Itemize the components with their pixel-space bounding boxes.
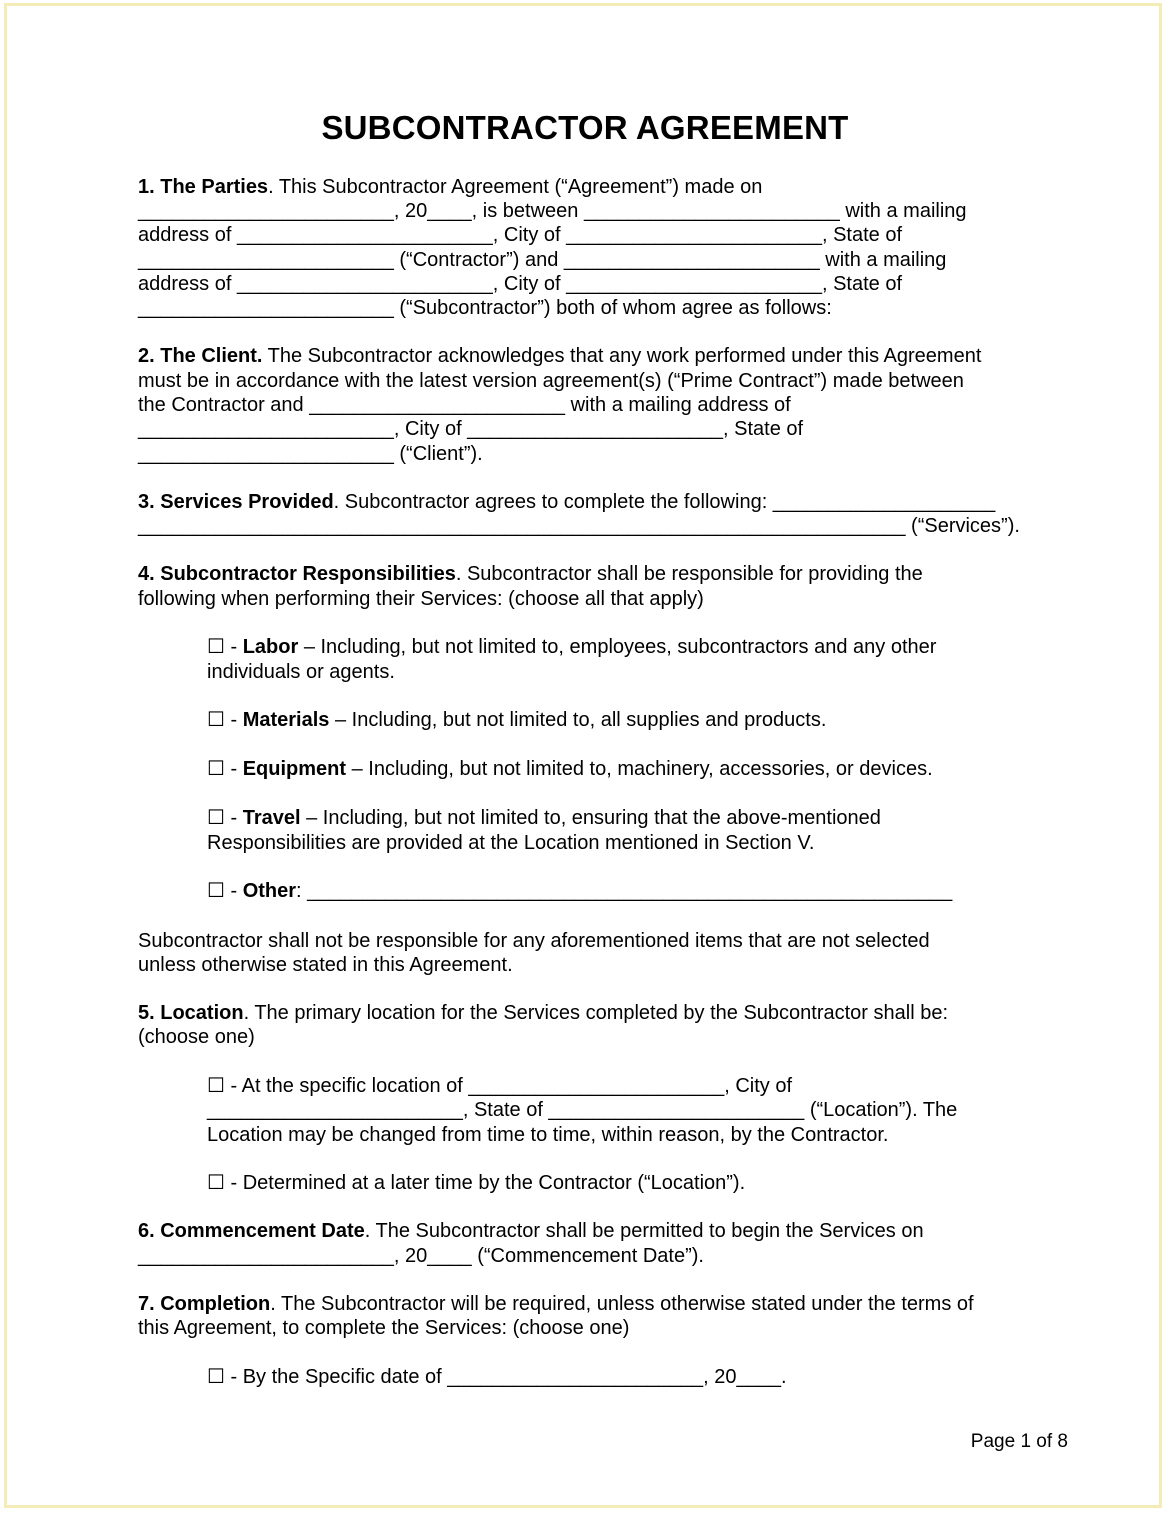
checkbox-icon[interactable]: ☐ -: [207, 636, 243, 658]
option-text: _______________________, State of _______________________ (“Location”). The: [207, 1099, 958, 1121]
checkbox-icon[interactable]: ☐ -: [207, 709, 243, 731]
page-number: Page 1 of 8: [970, 1431, 1068, 1452]
section-line: _______________________ (“Subcontractor”) both of whom agree as follows:: [138, 297, 832, 319]
checkbox-option-specific-date[interactable]: ☐ - By the Specific date of _______________________, 20____.: [207, 1366, 787, 1388]
section-note: Subcontractor shall not be responsible for any aforementioned items that are not selected: [138, 930, 930, 952]
section-text: . Subcontractor agrees to complete the following: ____________________: [333, 491, 996, 513]
section-note: unless otherwise stated in this Agreement.: [138, 954, 513, 976]
section-text: . The primary location for the Services completed by the Subcontractor shall be:: [243, 1002, 949, 1024]
option-text: individuals or agents.: [207, 661, 395, 683]
section-line: following when performing their Services: (choose all that apply): [138, 588, 704, 610]
section-text: The Subcontractor acknowledges that any work performed under this Agreement: [262, 345, 982, 367]
section-line: [138, 1219, 924, 1243]
section-heading: 4. Subcontractor Responsibilities: [138, 563, 456, 585]
section-line: address of _______________________, City of _______________________, State of: [138, 224, 903, 246]
section-line: _______________________, 20____ (“Commencement Date”).: [138, 1245, 704, 1267]
section-heading: 1. The Parties: [138, 176, 269, 198]
checkbox-option-other[interactable]: [207, 879, 952, 903]
section-heading: 3. Services Provided: [138, 491, 334, 513]
checkbox-option-materials[interactable]: [207, 708, 826, 732]
checkbox-icon[interactable]: ☐ -: [207, 880, 243, 902]
section-line: must be in accordance with the latest version agreement(s) (“Prime Contract”) made between: [138, 370, 964, 392]
checkbox-icon[interactable]: ☐ -: [207, 807, 243, 829]
option-text: – Including, but not limited to, employees, subcontractors and any other: [298, 636, 937, 658]
option-text: Responsibilities are provided at the Location mentioned in Section V.: [207, 832, 815, 854]
checkbox-icon[interactable]: ☐ -: [207, 758, 243, 780]
section-line: _______________________, City of _______________________, State of: [138, 418, 804, 440]
section-line: [138, 490, 995, 514]
option-text: Location may be changed from time to time, within reason, by the Contractor.: [207, 1124, 889, 1146]
checkbox-option-equipment[interactable]: [207, 757, 933, 781]
section-line: [138, 1001, 948, 1025]
section-heading: 5. Location: [138, 1002, 244, 1024]
section-line: _______________________ (“Client”).: [138, 443, 483, 465]
option-label: Travel: [242, 807, 301, 829]
section-line: address of _______________________, City of _______________________, State of: [138, 273, 903, 295]
section-line: _______________________, 20____, is between _______________________ with a mailing: [138, 200, 967, 222]
section-text: . The Subcontractor shall be permitted to begin the Services on: [364, 1220, 924, 1242]
checkbox-option-travel[interactable]: [207, 806, 881, 830]
option-label: Labor: [242, 636, 299, 658]
section-line: _______________________ (“Contractor”) and _______________________ with a mailing: [138, 249, 947, 271]
section-heading: 2. The Client.: [138, 345, 263, 367]
section-line: [138, 562, 923, 586]
option-label: Equipment: [242, 758, 347, 780]
section-line: _____________________________________________________________________ (“Services”).: [138, 515, 1020, 537]
document-title: SUBCONTRACTOR AGREEMENT: [321, 109, 849, 147]
section-heading: 7. Completion: [138, 1293, 271, 1315]
checkbox-option-later-location[interactable]: ☐ - Determined at a later time by the Contractor (“Location”).: [207, 1172, 746, 1194]
option-text: – Including, but not limited to, ensuring that the above-mentioned: [300, 807, 881, 829]
section-line: [138, 1292, 974, 1316]
section-line: (choose one): [138, 1026, 255, 1048]
section-line: [138, 344, 981, 368]
option-label: Materials: [242, 709, 330, 731]
option-text: – Including, but not limited to, all supplies and products.: [329, 709, 827, 731]
checkbox-option-labor[interactable]: [207, 635, 936, 659]
section-text: . This Subcontractor Agreement (“Agreement”) made on: [268, 176, 763, 198]
section-line: [138, 175, 762, 199]
section-text: . Subcontractor shall be responsible for providing the: [455, 563, 923, 585]
checkbox-option-specific-location[interactable]: ☐ - At the specific location of _______________________, City of: [207, 1075, 793, 1097]
option-text: : __________________________________________________________: [296, 880, 953, 902]
section-heading: 6. Commencement Date: [138, 1220, 365, 1242]
section-text: . The Subcontractor will be required, unless otherwise stated under the terms of: [270, 1293, 974, 1315]
section-line: this Agreement, to complete the Services: (choose one): [138, 1317, 630, 1339]
option-text: – Including, but not limited to, machinery, accessories, or devices.: [346, 758, 933, 780]
section-line: the Contractor and _______________________ with a mailing address of: [138, 394, 791, 416]
option-label: Other: [242, 880, 297, 902]
